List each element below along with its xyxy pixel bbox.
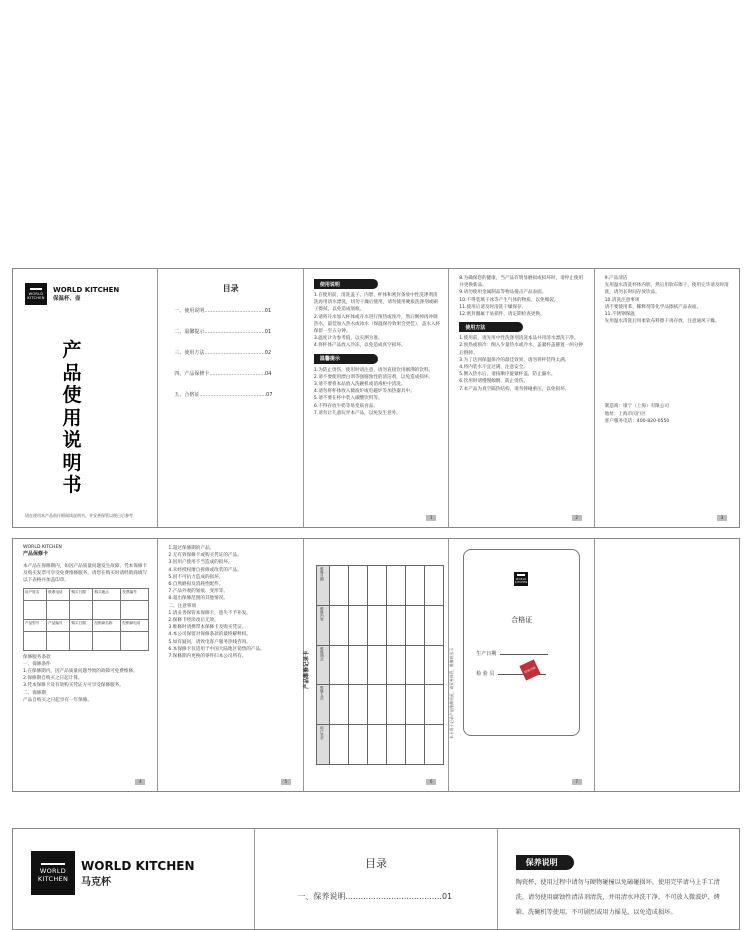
- care-text: 9.产品清洁 先用温水清洗杯体内胆，然后用软布擦干，使用完毕请及时清洗，请勿长时间存放饮品。 10.清洗注意事项 请不要使用苯、稀释剂等化学品擦拭产品表面。 11.不锈钢保温 先用温水清洗后用柔软布料擦干再存放，注意通风干燥。: [604, 276, 729, 325]
- cover-title: 产品使用说明书: [62, 339, 82, 496]
- tips-text: 1.为防止烫伤，使用时请注意，请勿直接饮用刚沸的饮料。 2.请不要使用漂白剂等强腐蚀性的清洁剂，以免造成损坏。 3.请不要将本品放入洗碗机或消毒柜中清洗。 4.请勿将杯体放入微波炉或电磁炉等加热器具中。 5.请不要在杯中装入碳酸饮料等。 6.不得存放牛奶等易变质食品。 7.请勿让儿童玩弄本产品，以免发生意外。: [313, 367, 434, 416]
- production-date: 生产日期: [476, 650, 548, 657]
- mug-toc: [255, 829, 497, 929]
- manual-row-3: [12, 828, 740, 930]
- usage-text: 1.在使用前，清洗盖子、内胆、杯体和密封条放中性洗涤剂清洗再用清水漂洗，切勿干燥后使用，请勿使用硬质洗涤剂或刷子擦拭，以免造成划痕。 2.请将开水加入杯体或开水进行预热或预冷，然后倒掉再冲调热水，最佳加入热水或冰水（保温保冷效果会更佳），盖水入杯保留一至五分钟。 3.温度计为参考值，以实测为准。 4.将杯体产品放入冷冻，以免造成真空损坏。: [313, 293, 441, 349]
- page-5: [158, 539, 303, 791]
- inspector: 检 验 员: [476, 670, 546, 677]
- care-text: 陶瓷杯，使用过程中请勿与硬物碰撞以免磕碰损坏。使用完毕请马上手工清洗，请勿使用腐蚀性清洁剂清洗，并用清水冲洗干净。不可放入微波炉、烤箱、洗碗机等使用。不可剧烈或用力摇晃，以免造成损坏。: [515, 879, 720, 916]
- manual-row-2: [12, 538, 740, 792]
- page-number: 4: [135, 779, 145, 785]
- toc-item: 三、使用方法......................................02: [174, 350, 272, 356]
- brand-name: WORLD KITCHEN: [53, 286, 120, 294]
- section-header: 温馨提示: [314, 354, 378, 364]
- page-number: 1: [426, 515, 436, 521]
- page-6: [303, 539, 454, 791]
- mug-cover: [13, 829, 255, 929]
- toc-title: 目录: [222, 284, 239, 293]
- toc-item: 四、产品保修卡...................................04: [174, 371, 272, 377]
- notes-text: 8.为确保您的健康，当产品有明显磨损或损坏时，请停止使用并更换新品。 9.请勿使用金属制品等物品撞击产品表面。 10.不得装填干冰等产生气体的物质，以免爆裂。 11.使用后请及时清洗干燥保存。 12.密封圈属于易损件，请定期检查更换。: [459, 276, 584, 318]
- company-info: 制造商：康宁（上海）有限公司 地址：上海市闵行区 客户服务电话：400-820-0550: [604, 404, 670, 424]
- method-text: 1.使用前，请先用中性洗涤剂清洗本品并用清水漂洗干净。 2.预热或预冷：倒入少量热水或冷水，盖紧杯盖静置一两分钟后倒掉。 3.为了达到保温保冷的最佳效果，请勿将杯装得太满。 4.将内装水不宜过满，注意安全。 5.倒入热水后，请按顺序旋紧杯盖，防止漏水。 6.饮用时请慢慢倾倒，防止烫伤。 7.本产品为真空隔热结构，请勿摔碰重压，以免损坏。: [459, 336, 584, 392]
- toc-item: 二、温馨提示......................................01: [174, 329, 272, 335]
- warranty-table: 用户姓名 联系电话 购买日期 购买地点 发票编号 产品型号 产品编号 购买日期 经销商名称 经销商电话: [23, 588, 149, 651]
- cover-panel: [13, 269, 158, 527]
- brand-block: [25, 283, 119, 305]
- terms-title: 保修服务条款: [23, 654, 51, 660]
- brand-small: WORLD KITCHEN: [23, 545, 62, 550]
- toc-panel: [158, 269, 303, 527]
- page-3: [595, 269, 739, 527]
- page-number: 5: [281, 779, 291, 785]
- warranty-title: 产品保修卡: [23, 551, 49, 557]
- certificate: [463, 549, 580, 736]
- cover-note: 请在使用本产品前仔细阅读说明书，并妥善保管以便日后参考: [25, 513, 133, 518]
- page-number: 2: [572, 515, 582, 521]
- product-type: 马克杯: [81, 876, 111, 888]
- brand-block: [31, 851, 195, 895]
- brand-name: WORLD KITCHEN: [81, 858, 195, 873]
- page-1: [304, 269, 449, 527]
- repair-card-title: 产品维修记录卡: [303, 650, 310, 689]
- toc-list: [174, 307, 290, 412]
- page-8-blank: [595, 539, 739, 791]
- logo: WORLD KITCHEN: [514, 572, 528, 586]
- page-4: [13, 539, 158, 791]
- page-number: 6: [426, 779, 436, 785]
- toc-item: 五、合格证..........................................07: [174, 392, 273, 398]
- cert-title: 合格证: [511, 616, 533, 624]
- section-header: 保养说明: [516, 855, 574, 870]
- logo: WORLD KITCHEN: [25, 283, 47, 305]
- repair-table: 维修日期 维修内容 维修网点 维修人员 用户签字: [316, 565, 444, 765]
- warranty-intro: 本产品在保修期内，如因产品质量问题发生故障，凭本保修卡及购买发票可享受免费维修服务。请您在购买时请经销商填写以下表格并加盖印章。: [23, 564, 148, 584]
- repair-note: 本卡用于记录产品维修情况，请妥善保管，维修时出示: [448, 647, 454, 739]
- section-header: 使用方法: [459, 322, 523, 332]
- page-7: [449, 539, 594, 791]
- page-number: 7: [572, 779, 582, 785]
- mug-care: [498, 829, 739, 929]
- terms-text: 一、保修条件 1.在保修期内，因产品质量问题导致的故障可免费维修。 2.保修期自购买之日起计算。 3.凭本保修卡及有效购买凭证方可享受保修服务。 二、保修期 产品自购买之日起享有一年保修。: [23, 661, 138, 703]
- page-2: [449, 269, 594, 527]
- section-header: 使用说明: [314, 279, 378, 289]
- manual-row-1: [12, 268, 740, 528]
- page-number: 3: [717, 515, 727, 521]
- toc-item: 一、保养说明......................................01: [297, 892, 453, 901]
- exclusions-text: 1.超过保修期的产品。 2.无有效保修卡或购买凭证的产品。 3.因用户使用不当造成的损坏。 4.未经授权擅自拆修或改装的产品。 5.因不可抗力造成的损坏。 6.自然磨损及消耗性配件。 7.产品外观的划痕、变形等。 8.超出保修范围的其他情况。 二、注意事项 1.请妥善保管本保修卡，遗失不予补发。 2.保修卡经涂改后无效。 3.维修时请携带本保修卡及购买凭证。 4.本公司保留对保修条款的最终解释权。 5.如有疑问，请致电客户服务热线咨询。 6.本保修卡仅适用于中国大陆地区销售的产品。 7.保修期内更换的零件归本公司所有。: [168, 546, 265, 660]
- toc-title: 目录: [364, 857, 387, 870]
- product-type: 保温杯、壶: [53, 296, 81, 302]
- qc-stamp: 检验合格: [520, 659, 541, 680]
- logo: WORLD KITCHEN: [31, 851, 75, 895]
- toc-item: 一、使用说明......................................01: [174, 308, 272, 314]
